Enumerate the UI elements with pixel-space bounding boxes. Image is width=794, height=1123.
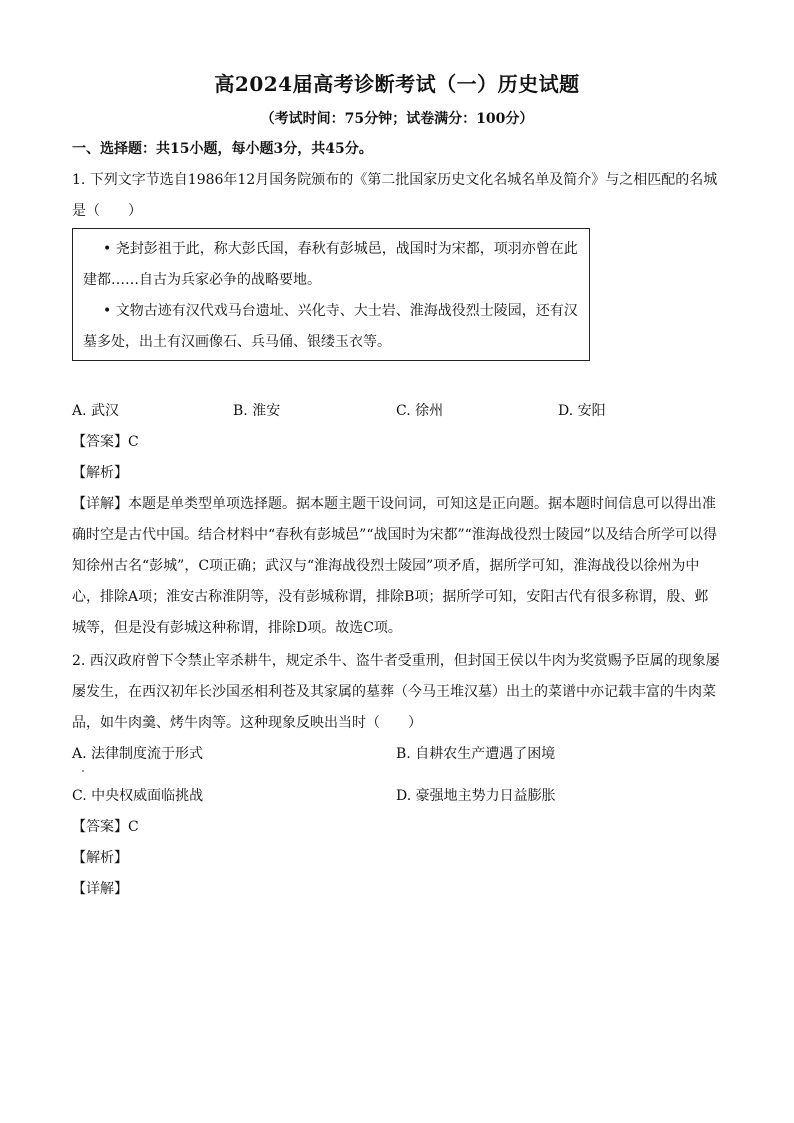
page-title: 高2024届高考诊断考试（一）历史试题 — [214, 72, 580, 96]
q1-material-box — [72, 228, 590, 361]
q1-detail-line-3: 知徐州古名“彭城”，C项正确；武汉与“淮海战役烈士陵园”项矛盾，据所学可知，淮海战役以徐州为中 — [72, 558, 700, 574]
q2-option-c: C. 中央权威面临挑战 — [72, 788, 204, 804]
q1-material-line-4: 墓多处，出土有汉画像石、兵马俑、银缕玉衣等。 — [83, 334, 391, 350]
q1-detail-line-1: 【详解】本题是单类型单项选择题。据本题主题干设问词，可知这是正向题。据本题时间信息可以得出准 — [72, 496, 716, 512]
q2-option-a: A. 法律制度流于形式 — [72, 746, 204, 762]
q2-option-b: B. 自耕农生产遭遇了困境 — [396, 746, 556, 762]
q1-material-line-1: • 尧封彭祖于此，称大彭氏国，春秋有彭城邑，战国时为宋都，项羽亦曾在此 — [103, 241, 578, 257]
q1-material-line-2: 建都……自古为兵家必争的战略要地。 — [83, 272, 321, 288]
q1-option-c: C. 徐州 — [396, 403, 444, 419]
q2-detail-label: 【详解】 — [72, 881, 128, 897]
q2-analysis-label: 【解析】 — [72, 850, 128, 866]
q1-stem-line-2: 是（ ） — [72, 203, 142, 219]
q1-answer: 【答案】C — [72, 434, 139, 450]
q1-detail-line-5: 城等，但是没有彭城这种称谓，排除D项。故选C项。 — [72, 620, 402, 636]
q1-stem-line-1: 1. 下列文字节选自1986年12月国务院颁布的《第二批国家历史文化名城名单及简介》与之相匹配的名城 — [72, 172, 718, 188]
q1-detail-line-4: 心，排除A项；淮安古称淮阴等，没有彭城称谓，排除B项；据所学可知，安阳古代有很多称谓，殷、邺 — [72, 589, 709, 605]
q2-answer: 【答案】C — [72, 819, 139, 835]
q1-option-d: D. 安阳 — [558, 403, 606, 419]
exam-subtitle: （考试时间：75分钟；试卷满分：100分） — [260, 111, 534, 127]
q2-stem-line-3: 品，如牛肉羹、烤牛肉等。这种现象反映出当时（ ） — [72, 715, 422, 731]
q1-option-a: A. 武汉 — [72, 403, 120, 419]
q1-analysis-label: 【解析】 — [72, 465, 128, 481]
q1-option-b: B. 淮安 — [233, 403, 281, 419]
q2-option-d: D. 豪强地主势力日益膨胀 — [396, 788, 556, 804]
q2-stem-line-2: 屡发生，在西汉初年长沙国丞相利苍及其家属的墓葬（今马王堆汉墓）出土的菜谱中亦记载丰富的牛肉菜 — [72, 684, 716, 700]
q1-material-line-3: • 文物古迹有汉代戏马台遗址、兴化寺、大士岩、淮海战役烈士陵园，还有汉 — [103, 303, 578, 319]
q1-detail-line-2: 确时空是古代中国。结合材料中“春秋有彭城邑”“战国时为宋都”“淮海战役烈士陵园”以及结合所学可以得 — [72, 527, 717, 543]
section-heading: 一、选择题：共15小题，每小题3分，共45分。 — [72, 141, 373, 157]
q2-stem-line-1: 2. 西汉政府曾下令禁止宰杀耕牛，规定杀牛、盗牛者受重刑，但封国王侯以牛肉为奖赏赐予臣属的现象屡 — [72, 653, 720, 669]
stray-mark — [82, 770, 84, 772]
